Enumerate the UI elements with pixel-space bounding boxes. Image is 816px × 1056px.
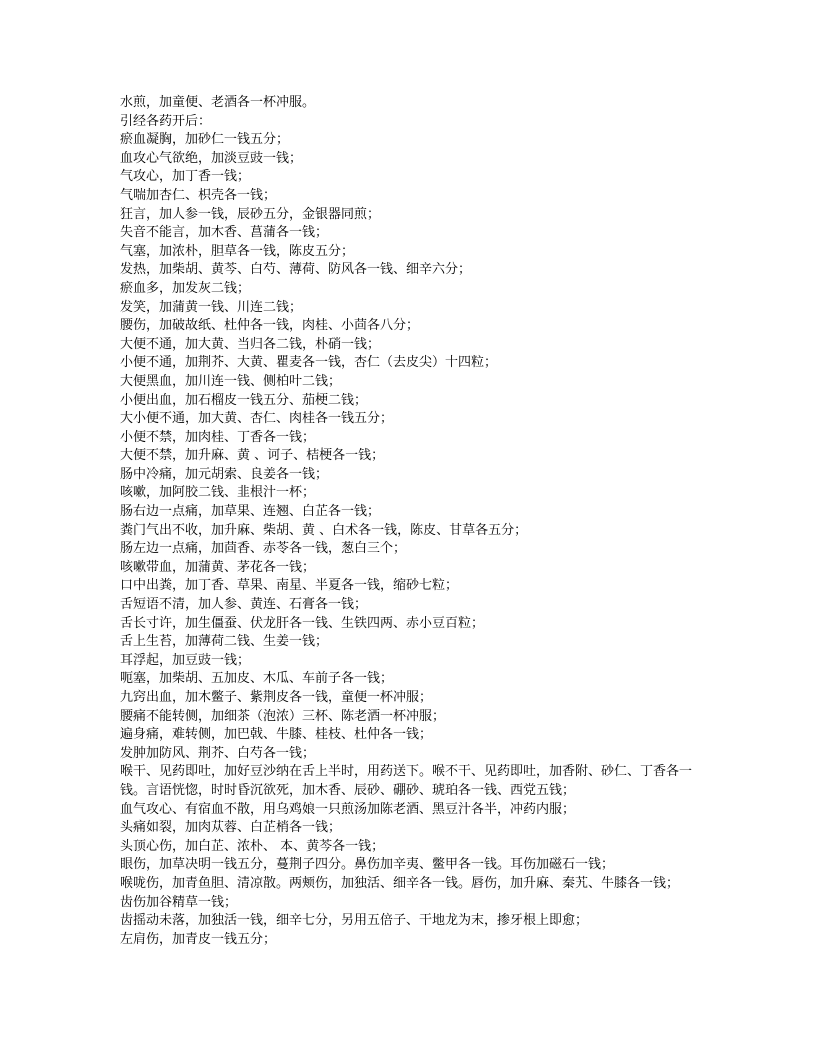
text-line-37: 喉干、见药即吐，加好豆沙纳在舌上半时，用药送下。喉不干、见药即吐，加香附、砂仁、丁香各一钱。言语恍惚，时时昏沉欲死，加木香、辰砂、硼砂、琥珀各一钱、西党五钱； — [120, 764, 693, 798]
text-line-8: 失音不能言，加木香、菖蒲各一钱； — [120, 225, 329, 241]
text-line-32: 呃塞，加柴胡、五加皮、木瓜、车前子各一钱； — [120, 671, 394, 687]
text-line-22: 咳嗽，加阿胶二钱、韭根汁一杯； — [120, 485, 316, 501]
text-line-12: 发笑，加蒲黄一钱、川连二钱； — [120, 299, 303, 315]
text-line-44: 齿摇动未落，加独活一钱，细辛七分，另用五倍子、干地龙为末，掺牙根上即愈； — [120, 913, 589, 929]
text-line-43: 齿伤加谷精草一钱； — [120, 894, 238, 910]
text-line-7: 狂言，加人参一钱，辰砂五分，金银器同煎； — [120, 206, 381, 222]
text-line-10: 发热，加柴胡、黄芩、白芍、薄荷、防风各一钱、细辛六分； — [120, 262, 472, 278]
text-line-40: 头顶心伤，加白芷、浓朴、 本、黄芩各一钱； — [120, 838, 385, 854]
document-page — [120, 94, 700, 949]
text-line-31: 耳浮起，加豆豉一钱； — [120, 652, 251, 668]
text-line-9: 气塞，加浓朴，胆草各一钱，陈皮五分； — [120, 243, 355, 259]
text-line-18: 大小便不通，加大黄、杏仁、肉桂各一钱五分； — [120, 411, 394, 427]
text-line-23: 肠右边一点痛，加草果、连翘、白芷各一钱； — [120, 504, 381, 520]
text-line-30: 舌上生苔，加薄荷二钱、生姜一钱； — [120, 634, 329, 650]
text-line-28: 舌短语不清，加人参、黄连、石膏各一钱； — [120, 597, 368, 613]
text-line-17: 小便出血，加石榴皮一钱五分、茄梗二钱； — [120, 392, 368, 408]
text-line-15: 小便不通，加荆芥、大黄、瞿麦各一钱，杏仁（去皮尖）十四粒； — [120, 355, 498, 371]
text-line-1: 水煎，加童便、老酒各一杯冲服。 — [120, 95, 316, 110]
text-line-36: 发肿加防风、荆芥、白芍各一钱； — [120, 745, 316, 761]
text-line-38: 血气攻心、有宿血不散，用乌鸡娘一只煎汤加陈老酒、黑豆汁各半，冲药内服； — [120, 801, 576, 817]
text-line-2: 引经各药开后： — [120, 113, 212, 129]
text-line-16: 大便黑血，加川连一钱、侧柏叶二钱； — [120, 373, 342, 389]
text-line-29: 舌长寸许，加生僵蚕、伏龙肝各一钱、生铁四两、赤小豆百粒； — [120, 615, 485, 631]
text-line-14: 大便不通，加大黄、当归各二钱，朴硝一钱； — [120, 336, 381, 352]
text-line-42: 喉咙伤，加青鱼胆、清凉散。两颊伤，加独活、细辛各一钱。唇伤，加升麻、秦艽、牛膝各一钱； — [120, 875, 680, 891]
text-line-26: 咳嗽带血，加蒲黄、茅花各一钱； — [120, 559, 316, 575]
text-line-33: 九窍出血，加木鳖子、紫荆皮各一钱，童便一杯冲服； — [120, 690, 433, 705]
text-line-19: 小便不禁，加肉桂、丁香各一钱； — [120, 429, 316, 445]
text-line-11: 瘀血多，加发灰二钱； — [120, 280, 251, 296]
text-line-34: 腰痛不能转侧，加细茶（泡浓）三杯、陈老酒一杯冲服； — [120, 708, 446, 724]
text-line-6: 气喘加杏仁、枳壳各一钱； — [120, 187, 277, 203]
text-line-39: 头痛如裂，加肉苁蓉、白芷梢各一钱； — [120, 820, 342, 836]
text-line-3: 瘀血凝胸，加砂仁一钱五分； — [120, 132, 290, 148]
text-line-4: 血攻心气欲绝，加淡豆豉一钱； — [120, 150, 303, 166]
text-line-13: 腰伤，加破故纸、杜仲各一钱，肉桂、小茴各八分； — [120, 318, 420, 334]
text-line-21: 肠中冷痛，加元胡索、良姜各一钱； — [120, 466, 329, 482]
text-line-24: 粪门气出不收，加升麻、柴胡、黄 、白术各一钱，陈皮、甘草各五分； — [120, 522, 528, 538]
text-line-25: 肠左边一点痛，加茴香、赤苓各一钱，葱白三个； — [120, 541, 407, 557]
text-line-45: 左肩伤，加青皮一钱五分； — [120, 931, 277, 947]
text-line-41: 眼伤，加草决明一钱五分，蔓荆子四分。鼻伤加辛夷、鳖甲各一钱。耳伤加磁石一钱； — [120, 857, 615, 873]
text-line-27: 口中出粪，加丁香、草果、南星、半夏各一钱，缩砂七粒； — [120, 578, 459, 594]
text-line-20: 大便不禁，加升麻、黄 、诃子、桔梗各一钱； — [120, 448, 385, 464]
text-line-5: 气攻心，加丁香一钱； — [120, 169, 251, 185]
text-line-35: 遍身痛，难转侧，加巴戟、牛膝、桂枝、杜仲各一钱； — [120, 727, 433, 743]
